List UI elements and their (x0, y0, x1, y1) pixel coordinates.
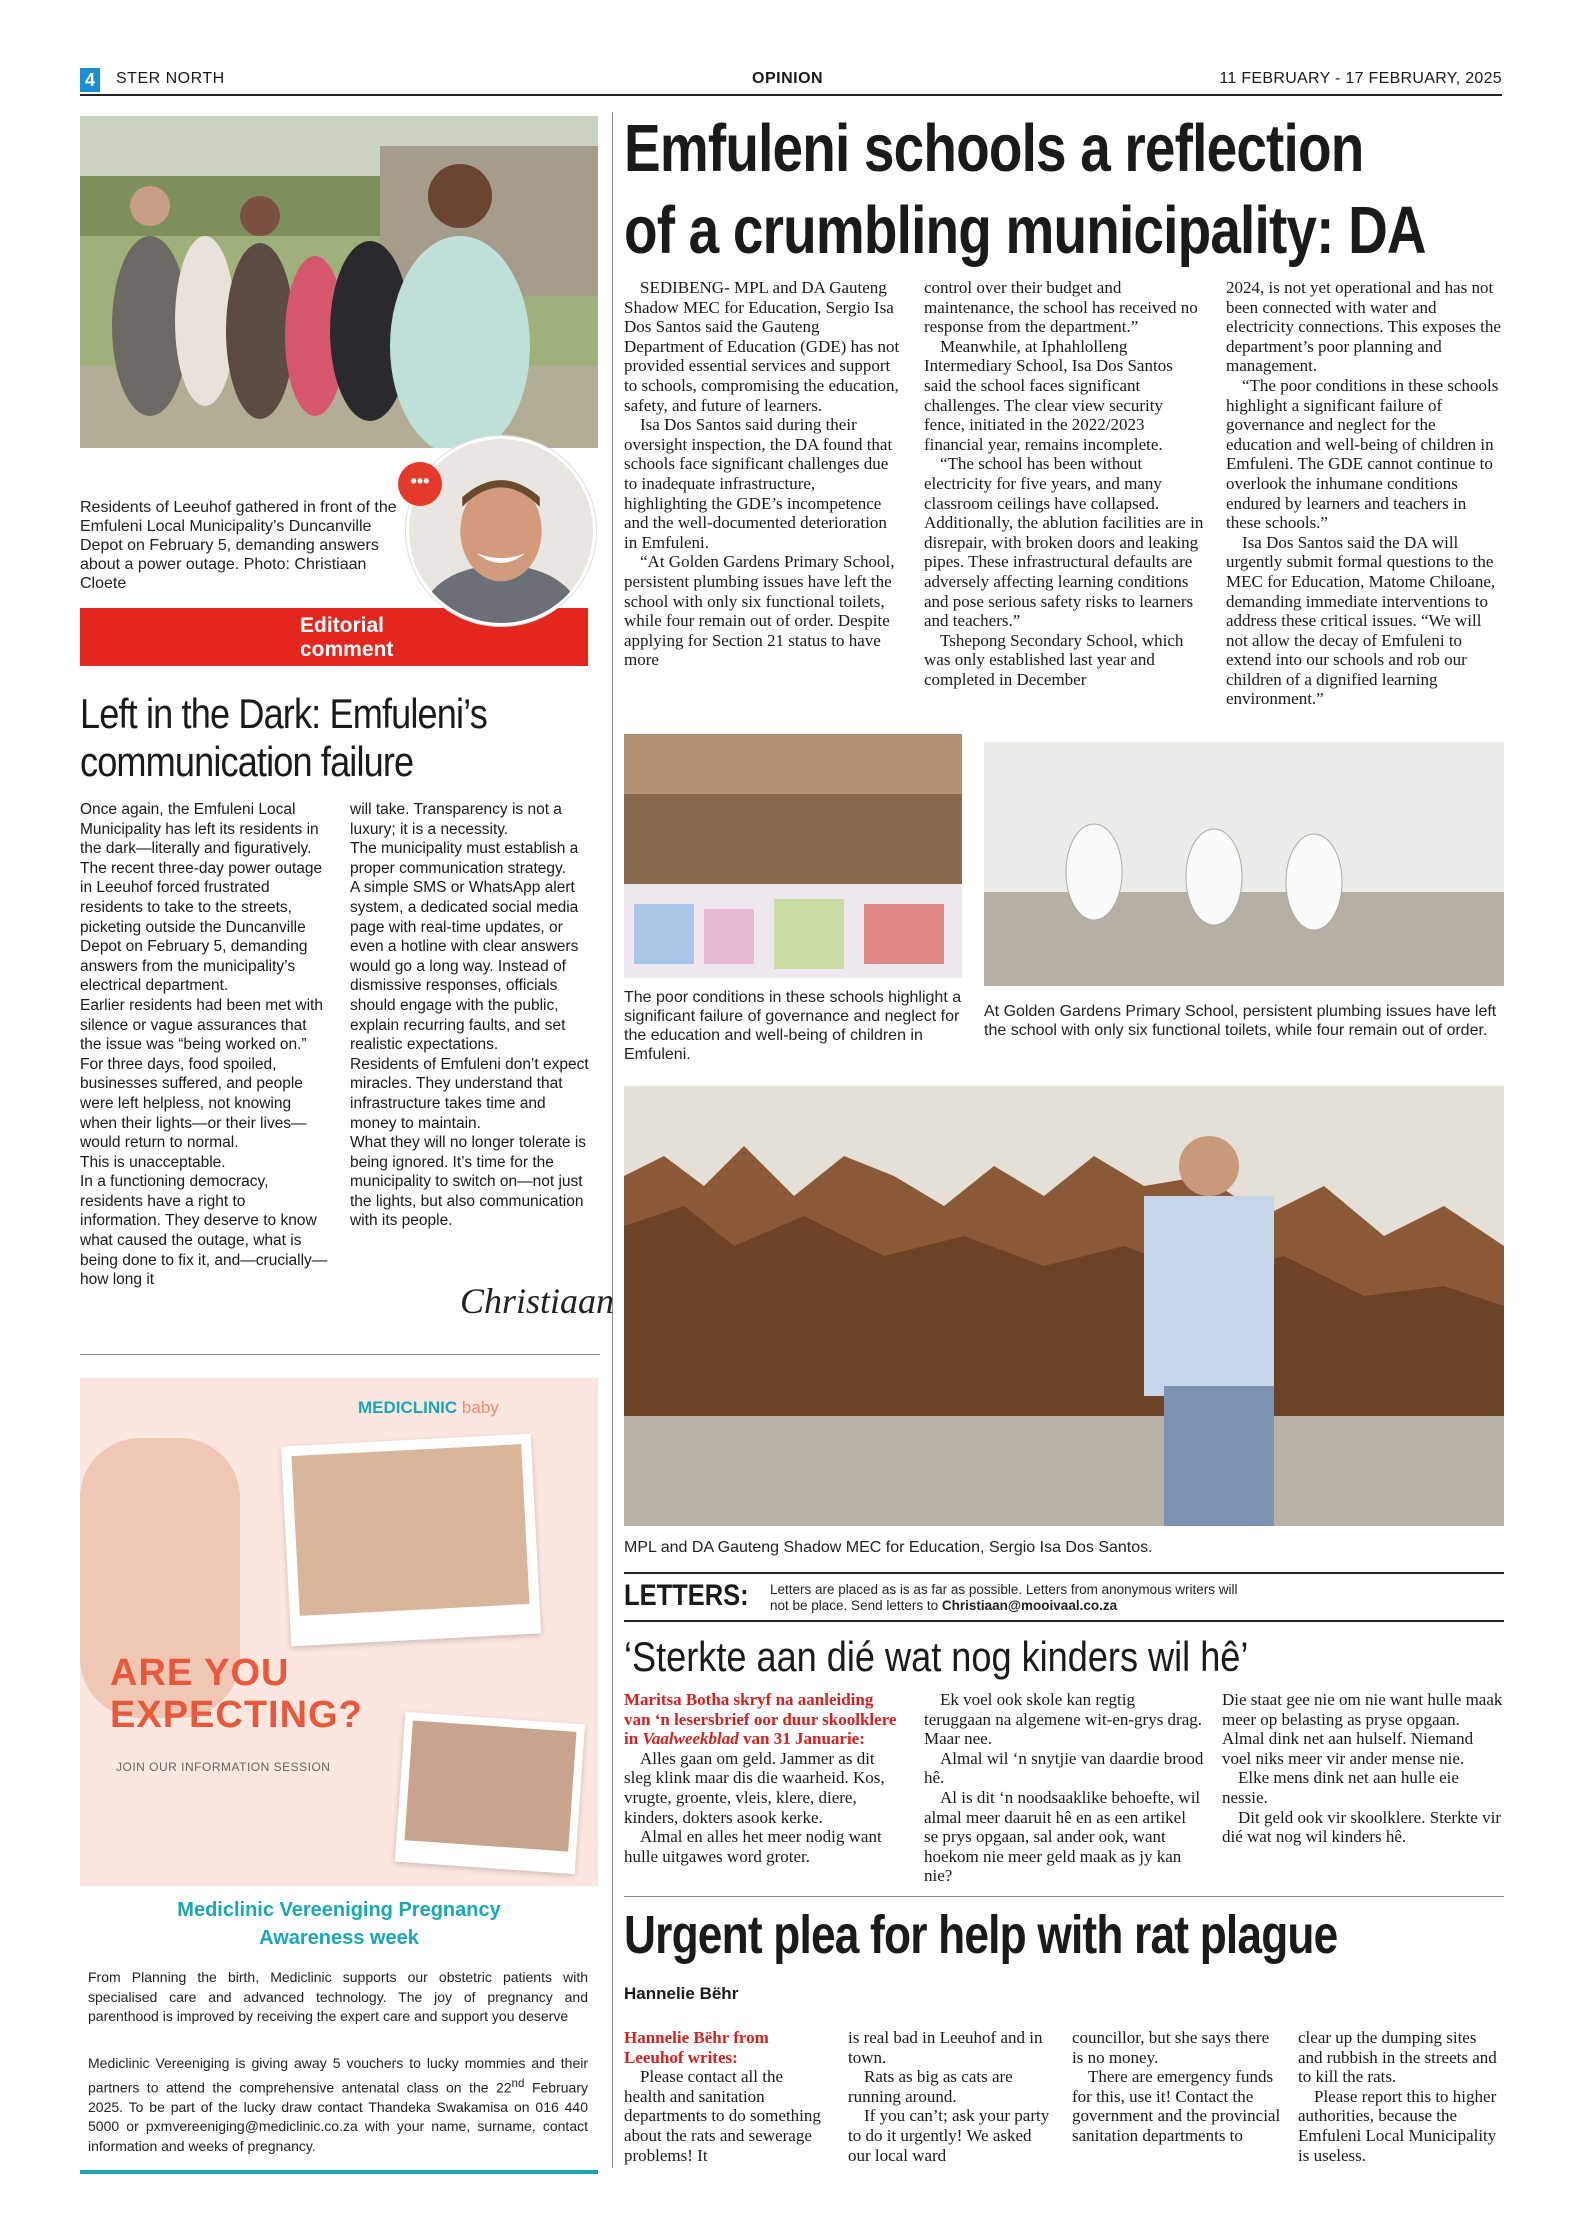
main-paragraph: “The school has been without electricity for five years, and many classroom ceilings have collapsed. Additionally, the ablution facilities are in disrepair, with broken doors and leaking pipes. These infrastructural defaults are adversely affecting learning conditions and pose serious safety risks to learners and teachers.” (924, 454, 1204, 631)
letter2-column-3 (1072, 2028, 1282, 2146)
main-headline-line-1: Emfuleni schools a reflection (624, 111, 1364, 186)
letter2-lead: Hannelie Bëhr from Leeuhof writes: (624, 2028, 769, 2067)
editorial-headline-line-1: Left in the Dark: Emfuleni’s (80, 690, 487, 737)
ceiling-photo-caption: The poor conditions in these schools highlight a significant failure of governance and neglect for the education and well-being of children in Emfuleni. (624, 989, 962, 1063)
main-paragraph: 2024, is not yet operational and has not been connected with water and electricity connections. This exposes the department’s poor planning and management. (1226, 278, 1501, 376)
letter2-headline: Urgent plea for help with rat plague (624, 1905, 1338, 1965)
letter1-column-2 (924, 1690, 1204, 1886)
advert-title-line-2: Awareness week (259, 1927, 419, 1949)
letter2-paragraph: If you can’t; ask your party to do it urgently! We asked our local ward (848, 2106, 1050, 2165)
letter2-byline: Hannelie Bëhr (624, 1984, 739, 2003)
toilets-photo-caption: At Golden Gardens Primary School, persistent plumbing issues have left the school with only six functional toilets, while four remain out of order. (984, 1003, 1497, 1039)
letter2-paragraph: Rats as big as cats are running around. (848, 2067, 1013, 2106)
main-paragraph: Meanwhile, at Iphahlolleng Intermediary School, Isa Dos Santos said the school faces significant challenges. The clear view security fence, initiated in the 2022/2023 financial year, remains incomplete. (924, 336, 1173, 454)
issue-date: 11 FEBRUARY - 17 FEBRUARY, 2025 (1219, 70, 1502, 87)
letter1-headline: ‘Sterkte aan dié wat nog kinders wil hê’ (624, 1633, 1249, 1680)
letters-email-link[interactable]: Christiaan@mooivaal.co.za (941, 1598, 1118, 1613)
advert-headline-line-1: ARE YOU (110, 1652, 290, 1694)
editorial-column-1 (80, 800, 330, 1290)
main-column-1 (624, 278, 900, 670)
advert-brand (358, 1398, 499, 1418)
header-rule (80, 94, 1502, 96)
letter2-column-1 (624, 2028, 824, 2165)
advert-headline (110, 1652, 363, 1736)
letter2-paragraph: clear up the dumping sites and rubbish in the streets and to kill the rats. (1298, 2028, 1497, 2087)
letter1-paragraph: Al is dit ‘n noodsaaklike behoefte, wil almal meer daaruit hê en as een artikel se prys opgaan, sal ander ook, want hoekom nie meer geld maak as jy kan nie? (924, 1787, 1201, 1886)
letter1-paragraph: Die staat gee nie om nie want hulle maak meer op belasting as pryse opgaan. Almal dink net aan hulself. Niemand voel niks meer vir ander mense nie. (1222, 1690, 1503, 1768)
letter1-paragraph: Alles gaan om geld. Jammer as dit sleg klink maar dis die waarheid. Kos, vrugte, groente, vleis, klere, diere, kinders, dokters asook kerke. (624, 1748, 885, 1827)
editorial-paragraph: In a functioning democracy, residents have a right to information. They deserve to know what caused the outage, what is being done to fix it, and—crucially—how long it (80, 1173, 328, 1289)
editorial-paragraph: For three days, food spoiled, businesses suffered, and people were left helpless, not knowing when their lights—or their lives—would return to normal. (80, 1055, 307, 1152)
letters-note: Letters are placed as is as far as possible. Letters from anonymous writers will not be place. Send letters to Christiaan@mooivaal.co.za (770, 1582, 1238, 1613)
editorial-headline (80, 690, 527, 786)
editorial-badge-label-1: Editorial (300, 614, 385, 637)
editorial-badge-label-2: comment (300, 638, 394, 661)
letter2-paragraph: Please report this to higher authorities, because the Emfuleni Local Municipality is useless. (1298, 2086, 1497, 2165)
advert-body-1: From Planning the birth, Mediclinic supports our obstetric patients with specialised care and advanced technology. The joy of pregnancy and parenthood is improved by receiving the expert care and support you deserve (88, 1969, 588, 2024)
section-name: OPINION (752, 70, 824, 87)
main-headline (624, 108, 1426, 272)
mec-photo (624, 1086, 1504, 1526)
editorial-headline-line-2: communication failure (80, 738, 414, 785)
advert-title (80, 1896, 598, 1952)
editorial-paragraph: What they will no longer tolerate is being ignored. It’s time for the municipality to switch on—not just the lights, but also communication with its people. (350, 1134, 587, 1230)
women-photo (395, 1712, 585, 1874)
main-paragraph: “At Golden Gardens Primary School, persistent plumbing issues have left the school with only six functional toilets, while four remain out of order. Despite applying for Section 21 status to have more (624, 552, 895, 670)
main-column-2 (924, 278, 1204, 689)
letter1-paragraph: Ek voel ook skole kan regtig teruggaan na algemene wit-en-grys drag. Maar nee. (924, 1690, 1203, 1749)
main-paragraph: control over their budget and maintenance, the school has received no response from the department.” (924, 278, 1198, 337)
letter2-paragraph: There are emergency funds for this, use it! Contact the government and the provincial sanitation departments to (1072, 2067, 1281, 2145)
main-paragraph: SEDIBENG- MPL and DA Gauteng Shadow MEC for Education, Sergio Isa Dos Santos said the Gauteng Department of Education (GDE) has not provided essential services and support to schools, compromising the education, safety, and future of learners. (624, 278, 900, 415)
letter1-paragraph: Almal wil ‘n snytjie van daardie brood hê. (924, 1748, 1204, 1788)
advert-brand-sub: baby (461, 1398, 499, 1417)
editor-portrait (406, 436, 596, 626)
letter2-paragraph: Please contact all the health and sanitation departments to do something about the rats and sewerage problems! It (624, 2067, 821, 2165)
main-paragraph: Isa Dos Santos said during their oversight inspection, the DA found that schools face significant challenges due to inadequate infrastructure, highlighting the GDE’s incompetence and the well-documented deterioration in Emfuleni. (624, 415, 893, 552)
letter-divider (624, 1896, 1504, 1897)
editorial-paragraph: A simple SMS or WhatsApp alert system, a dedicated social media page with real-time updates, or even a hotline with clear answers would go a long way. Instead of dismissive responses, officials should engage with the public, explain recurring faults, and set realistic expectations. (350, 879, 579, 1054)
letter2-paragraph: is real bad in Leeuhof and in town. (848, 2028, 1043, 2067)
editorial-column-2 (350, 800, 590, 1231)
letter1-column-3 (1222, 1690, 1504, 1847)
main-column-3 (1226, 278, 1504, 709)
advert-brand-main: MEDICLINIC (358, 1398, 458, 1417)
column-divider (612, 112, 613, 2168)
letter1-paragraph: Almal en alles het meer nodig want hulle uitgawes word groter. (624, 1827, 882, 1866)
letter2-paragraph: councillor, but she says there is no money. (1072, 2028, 1270, 2067)
editorial-paragraph: This is unacceptable. (80, 1153, 226, 1171)
mediclinic-advert (80, 1378, 598, 2182)
advert-headline-line-2: EXPECTING? (110, 1694, 363, 1736)
couple-photo (281, 1434, 541, 1647)
residents-photo (80, 116, 598, 448)
main-paragraph: “The poor conditions in these schools highlight a significant failure of governance and neglect for the education and well-being of children in Emfuleni. The GDE cannot continue to overlook the inhumane conditions endured by learners and teachers in these schools.” (1226, 375, 1499, 533)
letters-top-rule (624, 1572, 1504, 1574)
advert-title-line-1: Mediclinic Vereeniging Pregnancy (177, 1899, 501, 1921)
letter1-paragraph: Dit geld ook vir skoolklere. Sterkte vir dié wat nog wil kinders hê. (1222, 1807, 1501, 1847)
section-rule (80, 1354, 600, 1355)
letter2-column-2 (848, 2028, 1054, 2165)
letters-title: LETTERS: (624, 1579, 749, 1612)
collapsed-ceiling-photo (624, 734, 962, 978)
editorial-paragraph: The municipality must establish a proper communication strategy. (350, 840, 579, 877)
letter1-column-1 (624, 1690, 904, 1866)
main-headline-line-2: of a crumbling municipality: DA (624, 193, 1426, 268)
toilets-photo (984, 742, 1504, 986)
main-paragraph: Tshepong Secondary School, which was only established last year and completed in December (924, 630, 1184, 689)
residents-photo-caption: Residents of Leeuhof gathered in front of the Emfuleni Local Municipality’s Duncanville Depot on February 5, demanding answers about a power outage. Photo: Christiaan Cloete (80, 499, 397, 592)
letters-bottom-rule (624, 1620, 1504, 1622)
main-paragraph: Isa Dos Santos said the DA will urgently submit formal questions to the MEC for Education, Matome Chiloane, demanding immediate interventions to address these critical issues. “We will not allow the decay of Emfuleni to extend into our schools and rob our children of a dignified learning environment.” (1226, 532, 1496, 709)
publication-name: STER NORTH (116, 70, 225, 87)
editorial-paragraph: Earlier residents had been met with silence or vague assurances that the issue was “being worked on.” (80, 996, 323, 1054)
page-number: 4 (80, 68, 100, 92)
advert-bottom-bar (80, 2170, 598, 2174)
editorial-paragraph: will take. Transparency is not a luxury; it is a necessity. (350, 801, 562, 838)
letter1-lead: Maritsa Botha skryf na aanleiding van ‘n lesersbrief oor duur skoolklere in Vaalweekblad van 31 Januarie: (624, 1690, 897, 1749)
chat-bubble-icon: ••• (398, 462, 442, 506)
editor-signature: Christiaan (460, 1281, 615, 1321)
mec-photo-caption: MPL and DA Gauteng Shadow MEC for Education, Sergio Isa Dos Santos. (624, 1539, 1153, 1556)
advert-subhead: JOIN OUR INFORMATION SESSION (116, 1760, 331, 1774)
editorial-paragraph: Residents of Emfuleni don’t expect miracles. They understand that infrastructure takes time and money to maintain. (350, 1055, 589, 1132)
letter2-column-4 (1298, 2028, 1504, 2165)
letter1-paragraph: Elke mens dink net aan hulle eie nessie. (1222, 1768, 1459, 1807)
editorial-paragraph: Once again, the Emfuleni Local Municipality has left its residents in the dark—literally and figuratively. The recent three-day power outage in Leeuhof forced frustrated residents to take to the streets, picketing outside the Duncanville Depot on February 5, demanding answers from the municipality’s electrical department. (80, 801, 323, 995)
advert-body-2: Mediclinic Vereeniging is giving away 5 vouchers to lucky mommies and their partners to attend the comprehensive antenatal class on the 22nd February 2025. To be part of the lucky draw contact Thandeka Swakamisa on 016 440 5000 or pxmvereeniging@mediclinic.co.za with your name, surname, contact information and weeks of pregnancy. (88, 2055, 588, 2154)
